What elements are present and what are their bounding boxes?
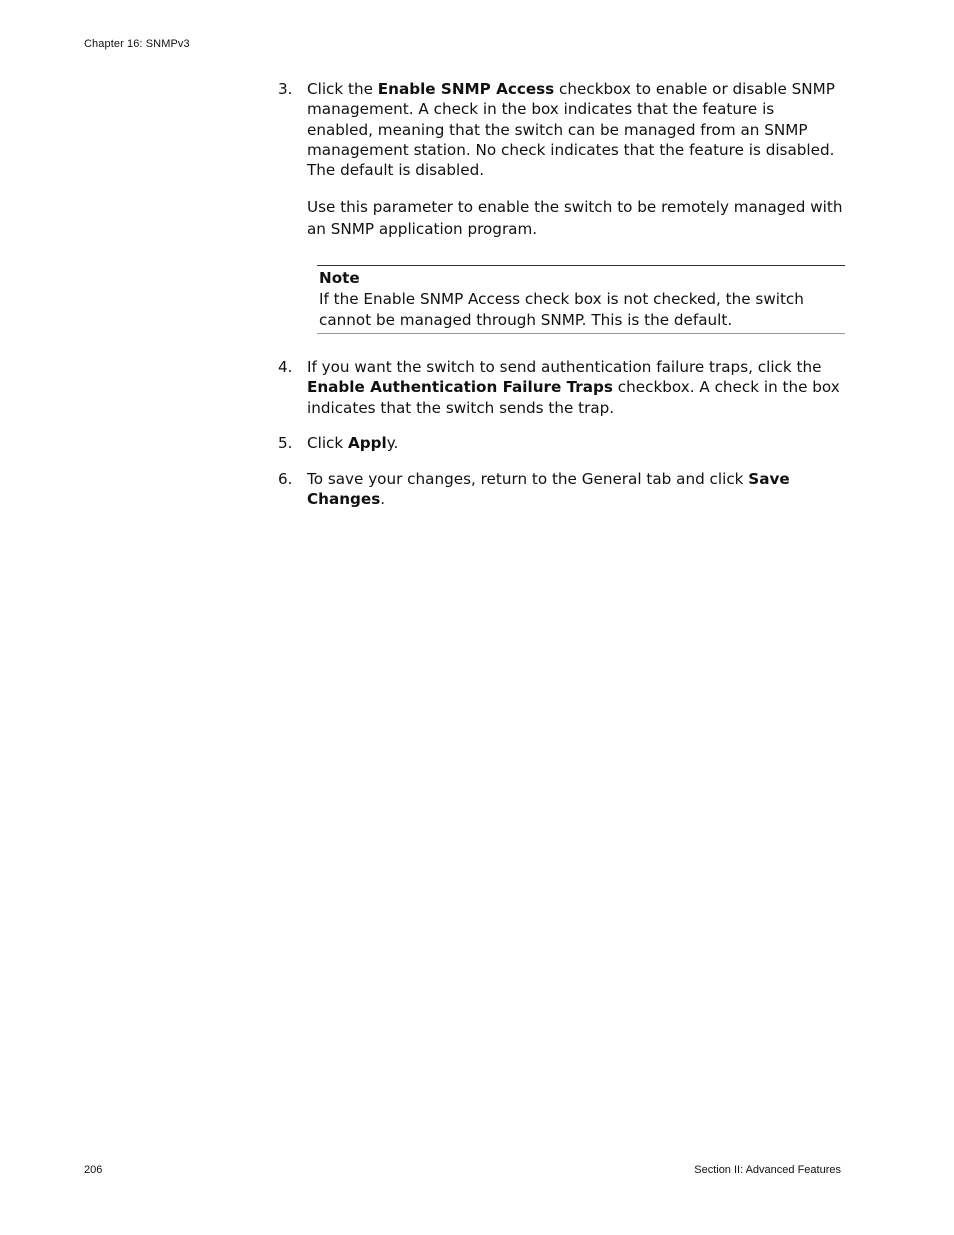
step-text-post: checkbox. A check in the box indicates that the switch sends the trap. bbox=[307, 378, 840, 417]
step-text bbox=[307, 469, 844, 510]
step-text-pre: Click bbox=[307, 434, 349, 452]
step-number: 3. bbox=[278, 80, 293, 98]
ui-term: Enable SNMP Access bbox=[377, 80, 555, 98]
step-number: 5. bbox=[278, 434, 293, 452]
ui-term: Appl bbox=[348, 434, 387, 452]
footer-section: Section II: Advanced Features bbox=[694, 1164, 841, 1176]
step-text-post: y. bbox=[386, 434, 399, 452]
step-text-pre: To save your changes, return to the General tab and click bbox=[307, 470, 749, 488]
step-4 bbox=[278, 357, 844, 418]
step-6 bbox=[278, 469, 844, 510]
step-5 bbox=[278, 433, 844, 453]
step-text bbox=[307, 79, 844, 180]
step-text-post: . bbox=[380, 490, 386, 509]
page-number: 206 bbox=[84, 1164, 103, 1176]
step-text bbox=[307, 433, 844, 453]
step-number: 6. bbox=[278, 470, 293, 488]
step-text-pre: If you want the switch to send authentication failure traps, click the bbox=[307, 358, 822, 376]
step-text bbox=[307, 357, 844, 418]
note-title: Note bbox=[319, 269, 360, 287]
running-head: Chapter 16: SNMPv3 bbox=[84, 38, 190, 50]
step-3-paragraph: Use this parameter to enable the switch to be remotely managed with an SNMP application program. bbox=[307, 198, 843, 239]
ui-term: Save Changes bbox=[307, 470, 790, 509]
step-3 bbox=[278, 79, 844, 240]
ui-term: Enable Authentication Failure Traps bbox=[307, 378, 613, 397]
step-text-post: checkbox to enable or disable SNMP management. A check in the box indicates that the feature is enabled, meaning that the switch can be managed from an SNMP management station. No check indicates that the feature is disabled. The default is disabled. bbox=[307, 80, 835, 180]
note-text: If the Enable SNMP Access check box is not checked, the switch cannot be managed through SNMP. This is the default. bbox=[319, 290, 804, 329]
step-text-pre: Click the bbox=[307, 80, 378, 98]
step-number: 4. bbox=[278, 358, 293, 376]
note-box bbox=[317, 265, 845, 334]
